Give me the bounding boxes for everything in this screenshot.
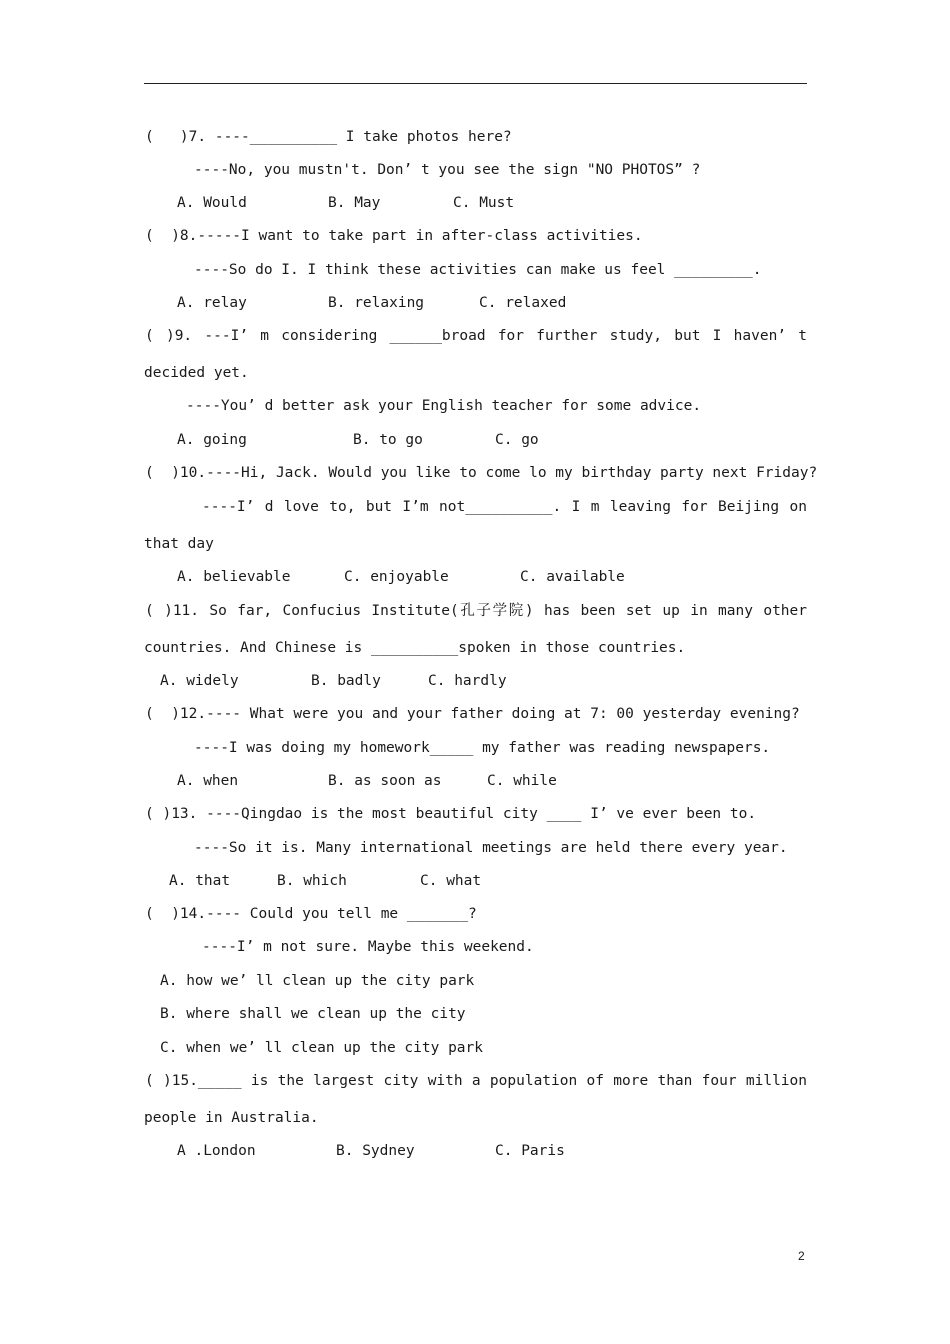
question-14-option-a: A. how we’ ll clean up the city park [160,973,475,989]
question-15-stem-continued: people in Australia. [144,1110,319,1126]
question-11-stem-continued: countries. And Chinese is __________spoken in those countries. [144,640,686,656]
question-14-option-b: B. where shall we clean up the city [160,1006,466,1022]
page-number: 2 [798,1249,805,1263]
question-14-answer-line: ----I’ m not sure. Maybe this weekend. [202,939,534,955]
question-11-option-b: B. badly [311,673,381,689]
question-8-option-b: B. relaxing [328,295,425,311]
question-14-option-c: C. when we’ ll clean up the city park [160,1040,484,1056]
question-9-stem-continued: decided yet. [144,365,249,381]
question-10-option-a: A. believable [177,569,291,585]
question-10-option-b: C. enjoyable [344,569,449,585]
question-12-answer-line: ----I was doing my homework_____ my father was reading newspapers. [194,740,771,756]
question-7-stem: ( )7. ----__________ I take photos here? [145,129,512,145]
question-7-option-a: A. Would [177,195,247,211]
question-13-stem: ( )13. ----Qingdao is the most beautiful city ____ I’ ve ever been to. [145,806,757,822]
question-9-option-c: C. go [495,432,539,448]
question-12-option-a: A. when [177,773,239,789]
question-9-answer-line: ----You’ d better ask your English teacher for some advice. [186,398,702,414]
question-9-option-a: A. going [177,432,247,448]
question-8-option-c: C. relaxed [479,295,567,311]
question-8-option-a: A. relay [177,295,247,311]
question-8-stem: ( )8.-----I want to take part in after-class activities. [145,228,643,244]
question-13-answer-line: ----So it is. Many international meetings are held there every year. [194,840,788,856]
question-8-answer-line: ----So do I. I think these activities can make us feel _________. [194,262,762,278]
question-13-option-c: C. what [420,873,482,889]
question-10-option-c: C. available [520,569,625,585]
question-7-option-b: B. May [328,195,381,211]
header-rule [144,83,807,84]
question-15-option-c: C. Paris [495,1143,565,1159]
question-9-stem: ( )9. ---I’ m considering ______broad for further study, but I haven’ t [145,328,807,344]
question-14-stem: ( )14.---- Could you tell me _______? [145,906,477,922]
question-11-stem: ( )11. So far, Confucius Institute(孔子学院) has been set up in many other [145,603,807,619]
question-10-answer-continued: that day [144,536,214,552]
question-11-option-c: C. hardly [428,673,507,689]
question-10-answer-line: ----I’ d love to, but I’m not__________. I m leaving for Beijing on [202,499,807,515]
question-12-option-b: B. as soon as [328,773,442,789]
question-12-option-c: C. while [487,773,557,789]
question-13-option-a: A. that [169,873,231,889]
question-15-option-a: A .London [177,1143,256,1159]
question-15-option-b: B. Sydney [336,1143,415,1159]
question-7-answer-line: ----No, you mustn't. Don’ t you see the sign "NO PHOTOS” ? [194,162,701,178]
question-10-stem: ( )10.----Hi, Jack. Would you like to come lo my birthday party next Friday? [145,465,818,481]
question-11-option-a: A. widely [160,673,239,689]
question-12-stem: ( )12.---- What were you and your father doing at 7: 00 yesterday evening? [145,706,800,722]
question-9-option-b: B. to go [353,432,423,448]
question-7-option-c: C. Must [453,195,515,211]
question-15-stem: ( )15._____ is the largest city with a population of more than four million [145,1073,807,1089]
question-13-option-b: B. which [277,873,347,889]
